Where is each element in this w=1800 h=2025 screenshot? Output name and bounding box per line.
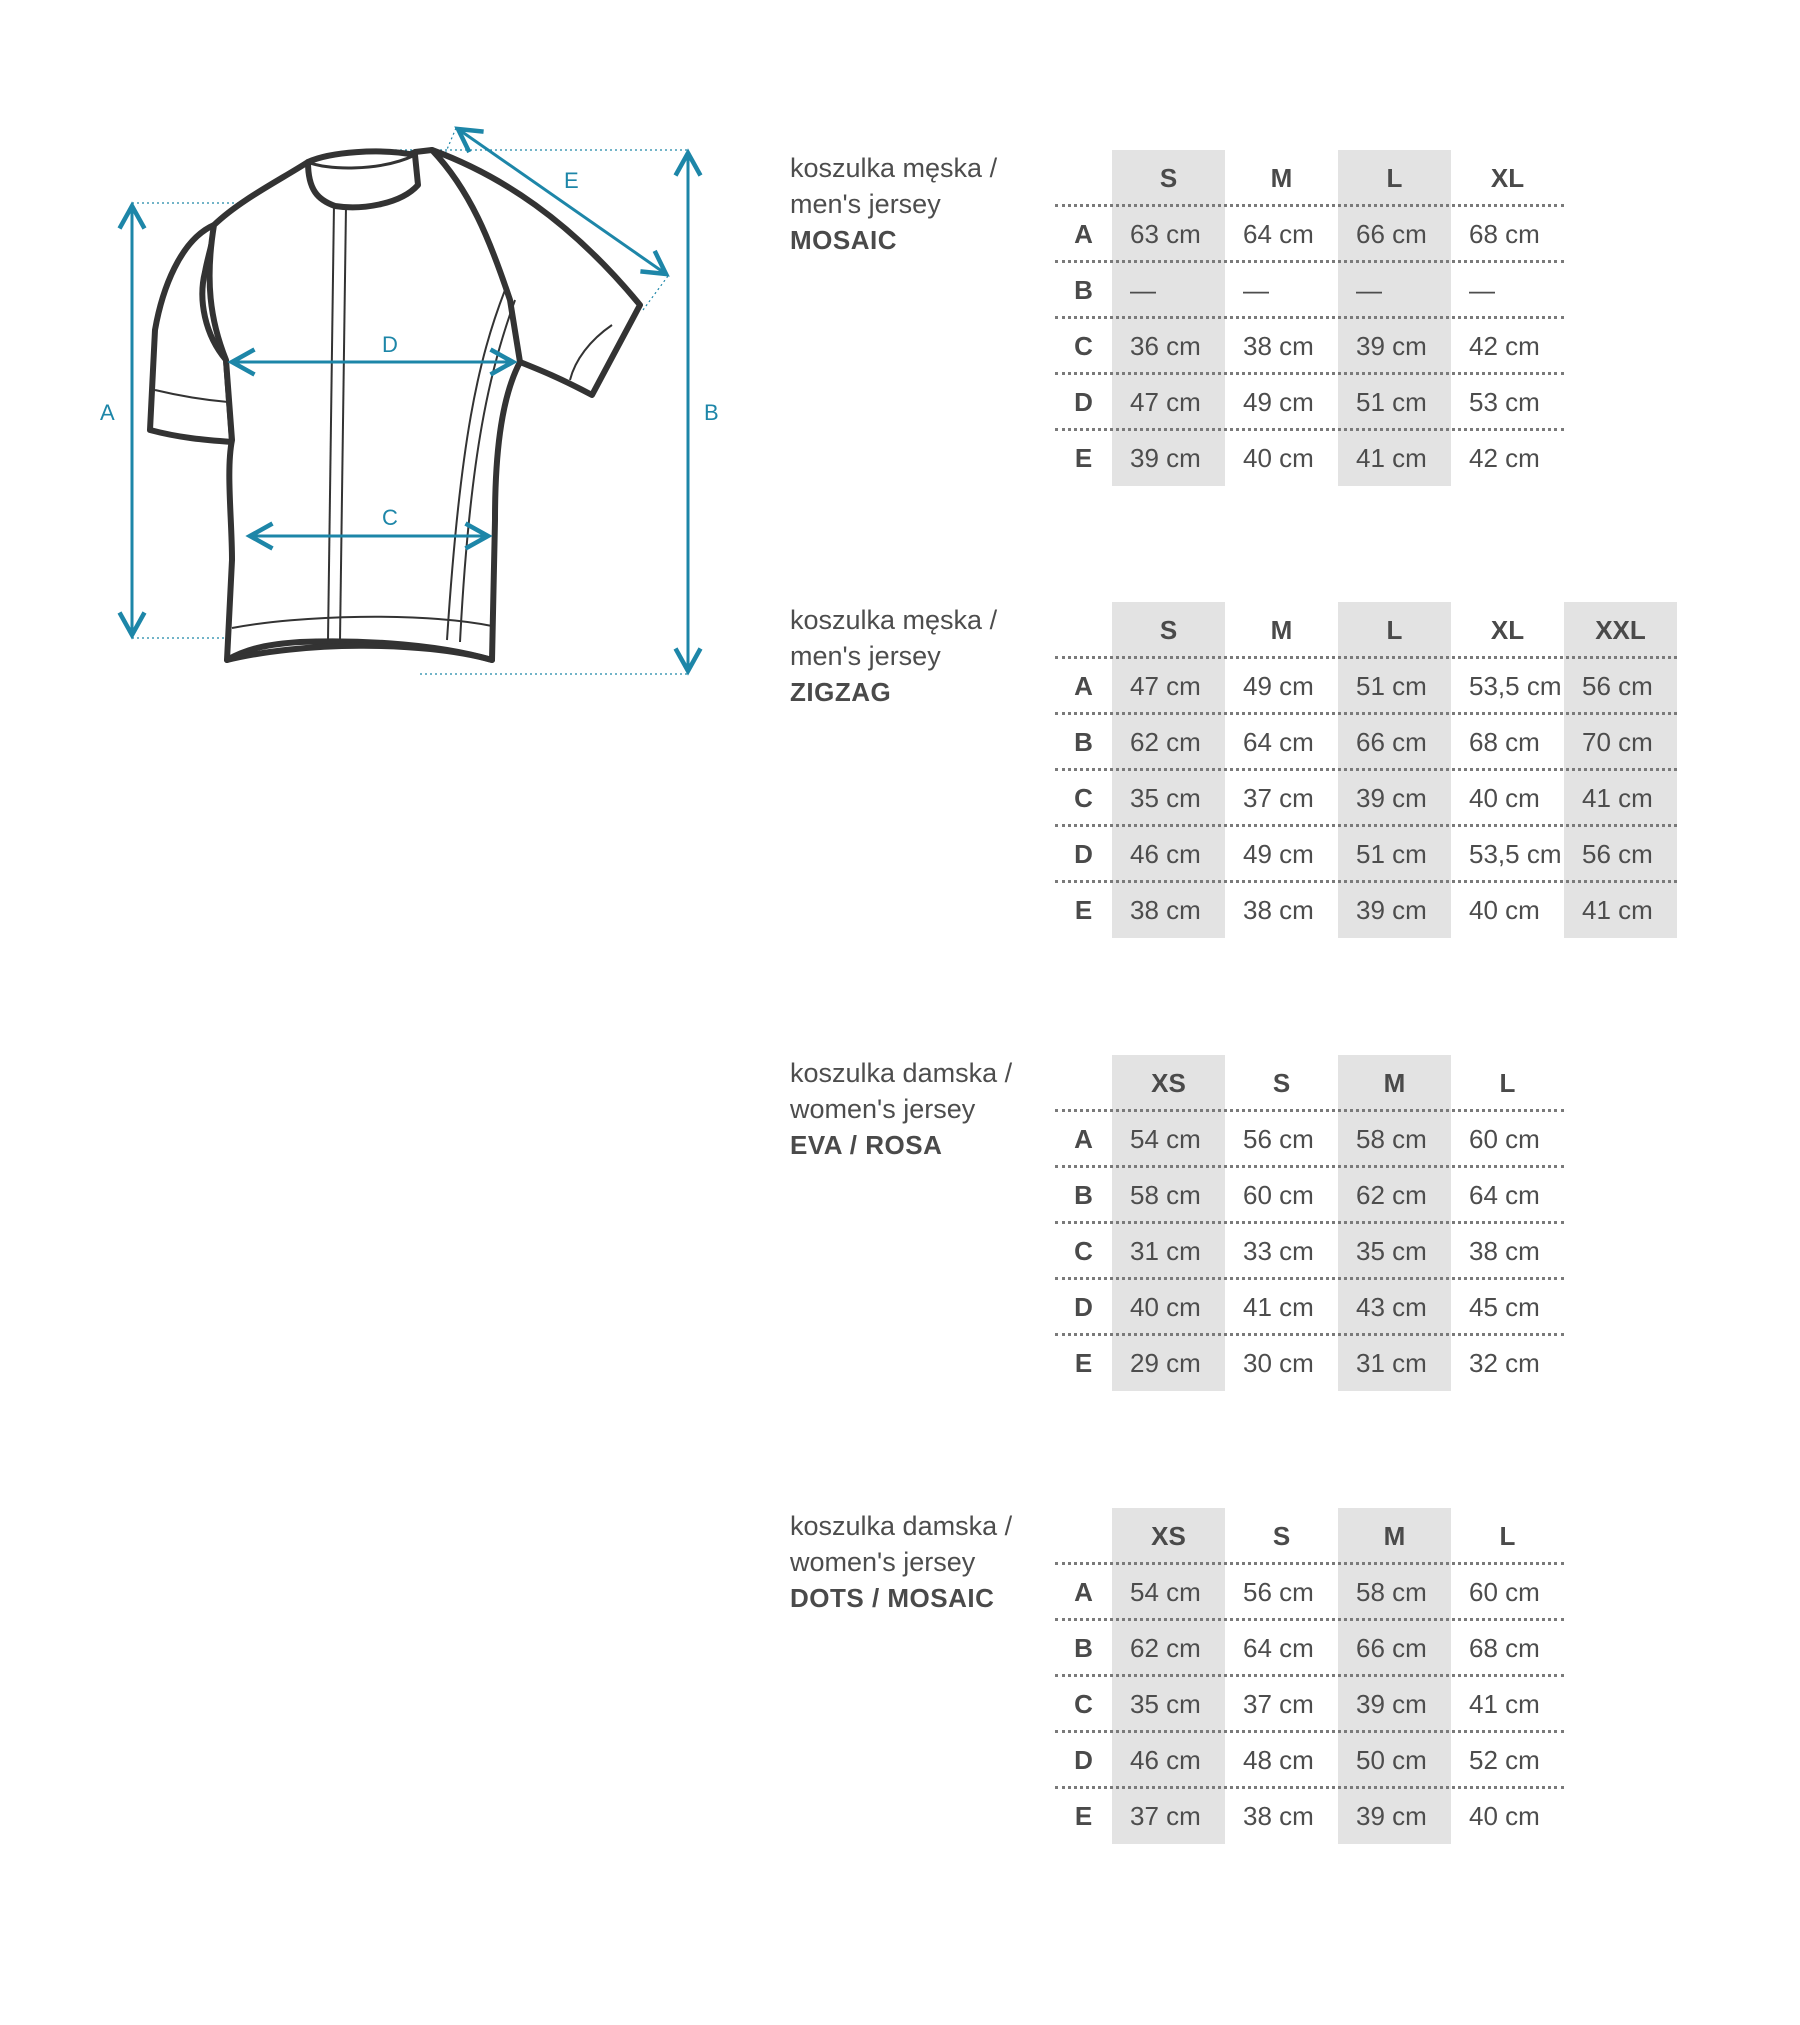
measurement-value: 64 cm xyxy=(1243,727,1314,757)
measurement-value: 64 cm xyxy=(1243,1633,1314,1663)
measurement-value: 39 cm xyxy=(1356,1801,1427,1831)
measurement-value: 53,5 cm xyxy=(1469,839,1562,869)
measurement-value: 37 cm xyxy=(1243,1689,1314,1719)
measurement-value: 39 cm xyxy=(1356,895,1427,925)
product-label xyxy=(790,602,1050,710)
measurement-value: 49 cm xyxy=(1243,839,1314,869)
measurement-value: 39 cm xyxy=(1130,443,1201,473)
table-row xyxy=(1055,1732,1564,1788)
measurement-value: 29 cm xyxy=(1130,1348,1201,1378)
measurement-value: 42 cm xyxy=(1469,331,1540,361)
product-model-name: ZIGZAG xyxy=(790,677,892,707)
measurement-value: 40 cm xyxy=(1469,1801,1540,1831)
measurement-value: 58 cm xyxy=(1130,1180,1201,1210)
table-row xyxy=(1055,374,1564,430)
measurement-value: 50 cm xyxy=(1356,1745,1427,1775)
measurement-value: 68 cm xyxy=(1469,727,1540,757)
size-header: L xyxy=(1386,163,1403,193)
product-label xyxy=(790,150,1050,258)
table-row xyxy=(1055,1620,1564,1676)
measurement-value: 38 cm xyxy=(1243,331,1314,361)
measurement-value: 58 cm xyxy=(1356,1124,1427,1154)
table-row xyxy=(1055,770,1677,826)
product-type-en: men's jersey xyxy=(790,189,941,219)
size-header: S xyxy=(1159,615,1178,645)
measurement-label: A xyxy=(1074,671,1093,701)
size-header-row xyxy=(1055,1508,1564,1564)
product-type-pl: koszulka damska / xyxy=(790,1511,1013,1541)
measurement-label: C xyxy=(1074,1689,1093,1719)
measurement-label: A xyxy=(1074,219,1093,249)
measurement-value: 39 cm xyxy=(1356,1689,1427,1719)
measurement-value: 68 cm xyxy=(1469,219,1540,249)
table-row xyxy=(1055,1676,1564,1732)
table-row xyxy=(1055,1223,1564,1279)
product-model-name: EVA / ROSA xyxy=(790,1130,943,1160)
measurement-value: 35 cm xyxy=(1130,783,1201,813)
size-header: S xyxy=(1272,1521,1291,1551)
table-row xyxy=(1055,206,1564,262)
measurement-value: 33 cm xyxy=(1243,1236,1314,1266)
product-type-en: women's jersey xyxy=(790,1094,976,1124)
table-row xyxy=(1055,430,1564,486)
measurement-value: 41 cm xyxy=(1356,443,1427,473)
measurement-value: 40 cm xyxy=(1469,895,1540,925)
size-header: L xyxy=(1499,1068,1516,1098)
size-header-row xyxy=(1055,602,1677,658)
size-header: M xyxy=(1270,615,1293,645)
product-type-pl: koszulka męska / xyxy=(790,605,998,635)
measurement-value: 66 cm xyxy=(1356,219,1427,249)
measurement-value: 64 cm xyxy=(1469,1180,1540,1210)
measurement-value: 37 cm xyxy=(1130,1801,1201,1831)
measurement-value: 38 cm xyxy=(1243,1801,1314,1831)
measurement-value: 37 cm xyxy=(1243,783,1314,813)
measurement-label: B xyxy=(1074,1633,1093,1663)
measurement-value: 41 cm xyxy=(1582,783,1653,813)
measurement-value: 40 cm xyxy=(1243,443,1314,473)
product-type-en: women's jersey xyxy=(790,1547,976,1577)
measurement-value: 38 cm xyxy=(1243,895,1314,925)
measurement-label: B xyxy=(1074,727,1093,757)
measurement-value: 56 cm xyxy=(1582,839,1653,869)
table-row xyxy=(1055,1788,1564,1844)
size-header: XS xyxy=(1151,1521,1186,1551)
size-header: XL xyxy=(1490,615,1525,645)
measurement-value: 54 cm xyxy=(1130,1577,1201,1607)
measurement-value: 31 cm xyxy=(1130,1236,1201,1266)
size-header: S xyxy=(1272,1068,1291,1098)
measurement-value: 56 cm xyxy=(1243,1124,1314,1154)
measurement-value: 62 cm xyxy=(1130,727,1201,757)
size-header: M xyxy=(1383,1068,1406,1098)
measurement-label: A xyxy=(1074,1577,1093,1607)
dimension-a-label: A xyxy=(100,400,115,425)
measurement-value: — xyxy=(1130,275,1156,305)
size-section-mosaic-men xyxy=(790,150,1750,570)
measurement-value: 60 cm xyxy=(1469,1124,1540,1154)
measurement-value: 35 cm xyxy=(1130,1689,1201,1719)
measurement-value: 60 cm xyxy=(1469,1577,1540,1607)
product-type-pl: koszulka damska / xyxy=(790,1058,1013,1088)
measurement-value: 56 cm xyxy=(1243,1577,1314,1607)
measurement-label: E xyxy=(1074,443,1093,473)
measurement-value: 46 cm xyxy=(1130,1745,1201,1775)
table-row xyxy=(1055,714,1677,770)
size-section-eva-rosa-women xyxy=(790,1055,1750,1475)
table-row xyxy=(1055,658,1677,714)
measurement-value: 45 cm xyxy=(1469,1292,1540,1322)
size-header: L xyxy=(1499,1521,1516,1551)
size-header-row xyxy=(1055,150,1564,206)
dimension-e-label: E xyxy=(564,168,579,193)
table-row xyxy=(1055,262,1564,318)
size-header: L xyxy=(1386,615,1403,645)
product-type-en: men's jersey xyxy=(790,641,941,671)
measurement-value: 39 cm xyxy=(1356,783,1427,813)
measurement-value: 51 cm xyxy=(1356,839,1427,869)
measurement-label: B xyxy=(1074,275,1093,305)
dimension-b-label: B xyxy=(704,400,719,425)
size-section-zigzag-men xyxy=(790,602,1750,1022)
measurement-value: 68 cm xyxy=(1469,1633,1540,1663)
measurement-label: E xyxy=(1074,895,1093,925)
measurement-label: C xyxy=(1074,783,1093,813)
measurement-value: 35 cm xyxy=(1356,1236,1427,1266)
measurement-label: B xyxy=(1074,1180,1093,1210)
measurement-value: 51 cm xyxy=(1356,671,1427,701)
measurement-value: 53,5 cm xyxy=(1469,671,1562,701)
measurement-value: 64 cm xyxy=(1243,219,1314,249)
measurement-value: 54 cm xyxy=(1130,1124,1201,1154)
size-header: M xyxy=(1270,163,1293,193)
measurement-value: 52 cm xyxy=(1469,1745,1540,1775)
measurement-value: 30 cm xyxy=(1243,1348,1314,1378)
size-header-row xyxy=(1055,1055,1564,1111)
table-row xyxy=(1055,826,1677,882)
measurement-value: 56 cm xyxy=(1582,671,1653,701)
measurement-value: — xyxy=(1243,275,1269,305)
measurement-label: D xyxy=(1074,1745,1093,1775)
dimension-c-label: C xyxy=(382,505,398,530)
measurement-value: 53 cm xyxy=(1469,387,1540,417)
size-table xyxy=(1055,150,1564,486)
measurement-value: — xyxy=(1469,275,1495,305)
measurement-value: 36 cm xyxy=(1130,331,1201,361)
size-header: XXL xyxy=(1595,615,1646,645)
measurement-label: D xyxy=(1074,387,1093,417)
measurement-value: 42 cm xyxy=(1469,443,1540,473)
measurement-value: 47 cm xyxy=(1130,387,1201,417)
dimension-d-label: D xyxy=(382,332,398,357)
product-model-name: MOSAIC xyxy=(790,225,897,255)
measurement-value: 41 cm xyxy=(1243,1292,1314,1322)
size-header: XL xyxy=(1490,163,1525,193)
table-row xyxy=(1055,1564,1564,1620)
measurement-value: 49 cm xyxy=(1243,387,1314,417)
measurement-value: 62 cm xyxy=(1130,1633,1201,1663)
measurement-value: 41 cm xyxy=(1582,895,1653,925)
measurement-value: 31 cm xyxy=(1356,1348,1427,1378)
measurement-value: 62 cm xyxy=(1356,1180,1427,1210)
measurement-value: 40 cm xyxy=(1469,783,1540,813)
size-table xyxy=(1055,1055,1564,1391)
measurement-value: 38 cm xyxy=(1130,895,1201,925)
size-header: M xyxy=(1383,1521,1406,1551)
measurement-value: 66 cm xyxy=(1356,727,1427,757)
measurement-label: C xyxy=(1074,1236,1093,1266)
measurement-value: 40 cm xyxy=(1130,1292,1201,1322)
measurement-label: D xyxy=(1074,839,1093,869)
jersey-diagram xyxy=(0,0,760,720)
measurement-label: E xyxy=(1074,1348,1093,1378)
product-label xyxy=(790,1508,1050,1616)
measurement-value: 46 cm xyxy=(1130,839,1201,869)
measurement-value: 49 cm xyxy=(1243,671,1314,701)
measurement-label: A xyxy=(1074,1124,1093,1154)
measurement-label: D xyxy=(1074,1292,1093,1322)
measurement-label: E xyxy=(1074,1801,1093,1831)
table-row xyxy=(1055,882,1677,938)
table-row xyxy=(1055,1111,1564,1167)
table-row xyxy=(1055,1335,1564,1391)
measurement-value: 41 cm xyxy=(1469,1689,1540,1719)
measurement-value: 47 cm xyxy=(1130,671,1201,701)
measurement-value: 51 cm xyxy=(1356,387,1427,417)
measurement-value: 60 cm xyxy=(1243,1180,1314,1210)
measurement-value: 70 cm xyxy=(1582,727,1653,757)
product-model-name: DOTS / MOSAIC xyxy=(790,1583,995,1613)
size-table xyxy=(1055,602,1677,938)
table-row xyxy=(1055,318,1564,374)
size-table xyxy=(1055,1508,1564,1844)
measurement-value: 38 cm xyxy=(1469,1236,1540,1266)
measurement-value: 63 cm xyxy=(1130,219,1201,249)
jersey-outline xyxy=(150,150,640,660)
measurement-value: 48 cm xyxy=(1243,1745,1314,1775)
measurement-value: 39 cm xyxy=(1356,331,1427,361)
size-header: XS xyxy=(1151,1068,1186,1098)
measurement-value: 32 cm xyxy=(1469,1348,1540,1378)
measurement-value: 43 cm xyxy=(1356,1292,1427,1322)
table-row xyxy=(1055,1279,1564,1335)
table-row xyxy=(1055,1167,1564,1223)
product-type-pl: koszulka męska / xyxy=(790,153,998,183)
measurement-label: C xyxy=(1074,331,1093,361)
size-header: S xyxy=(1159,163,1178,193)
size-section-dots-mosaic-women xyxy=(790,1508,1750,1928)
product-label xyxy=(790,1055,1050,1163)
measurement-value: 58 cm xyxy=(1356,1577,1427,1607)
measurement-value: 66 cm xyxy=(1356,1633,1427,1663)
measurement-value: — xyxy=(1356,275,1382,305)
